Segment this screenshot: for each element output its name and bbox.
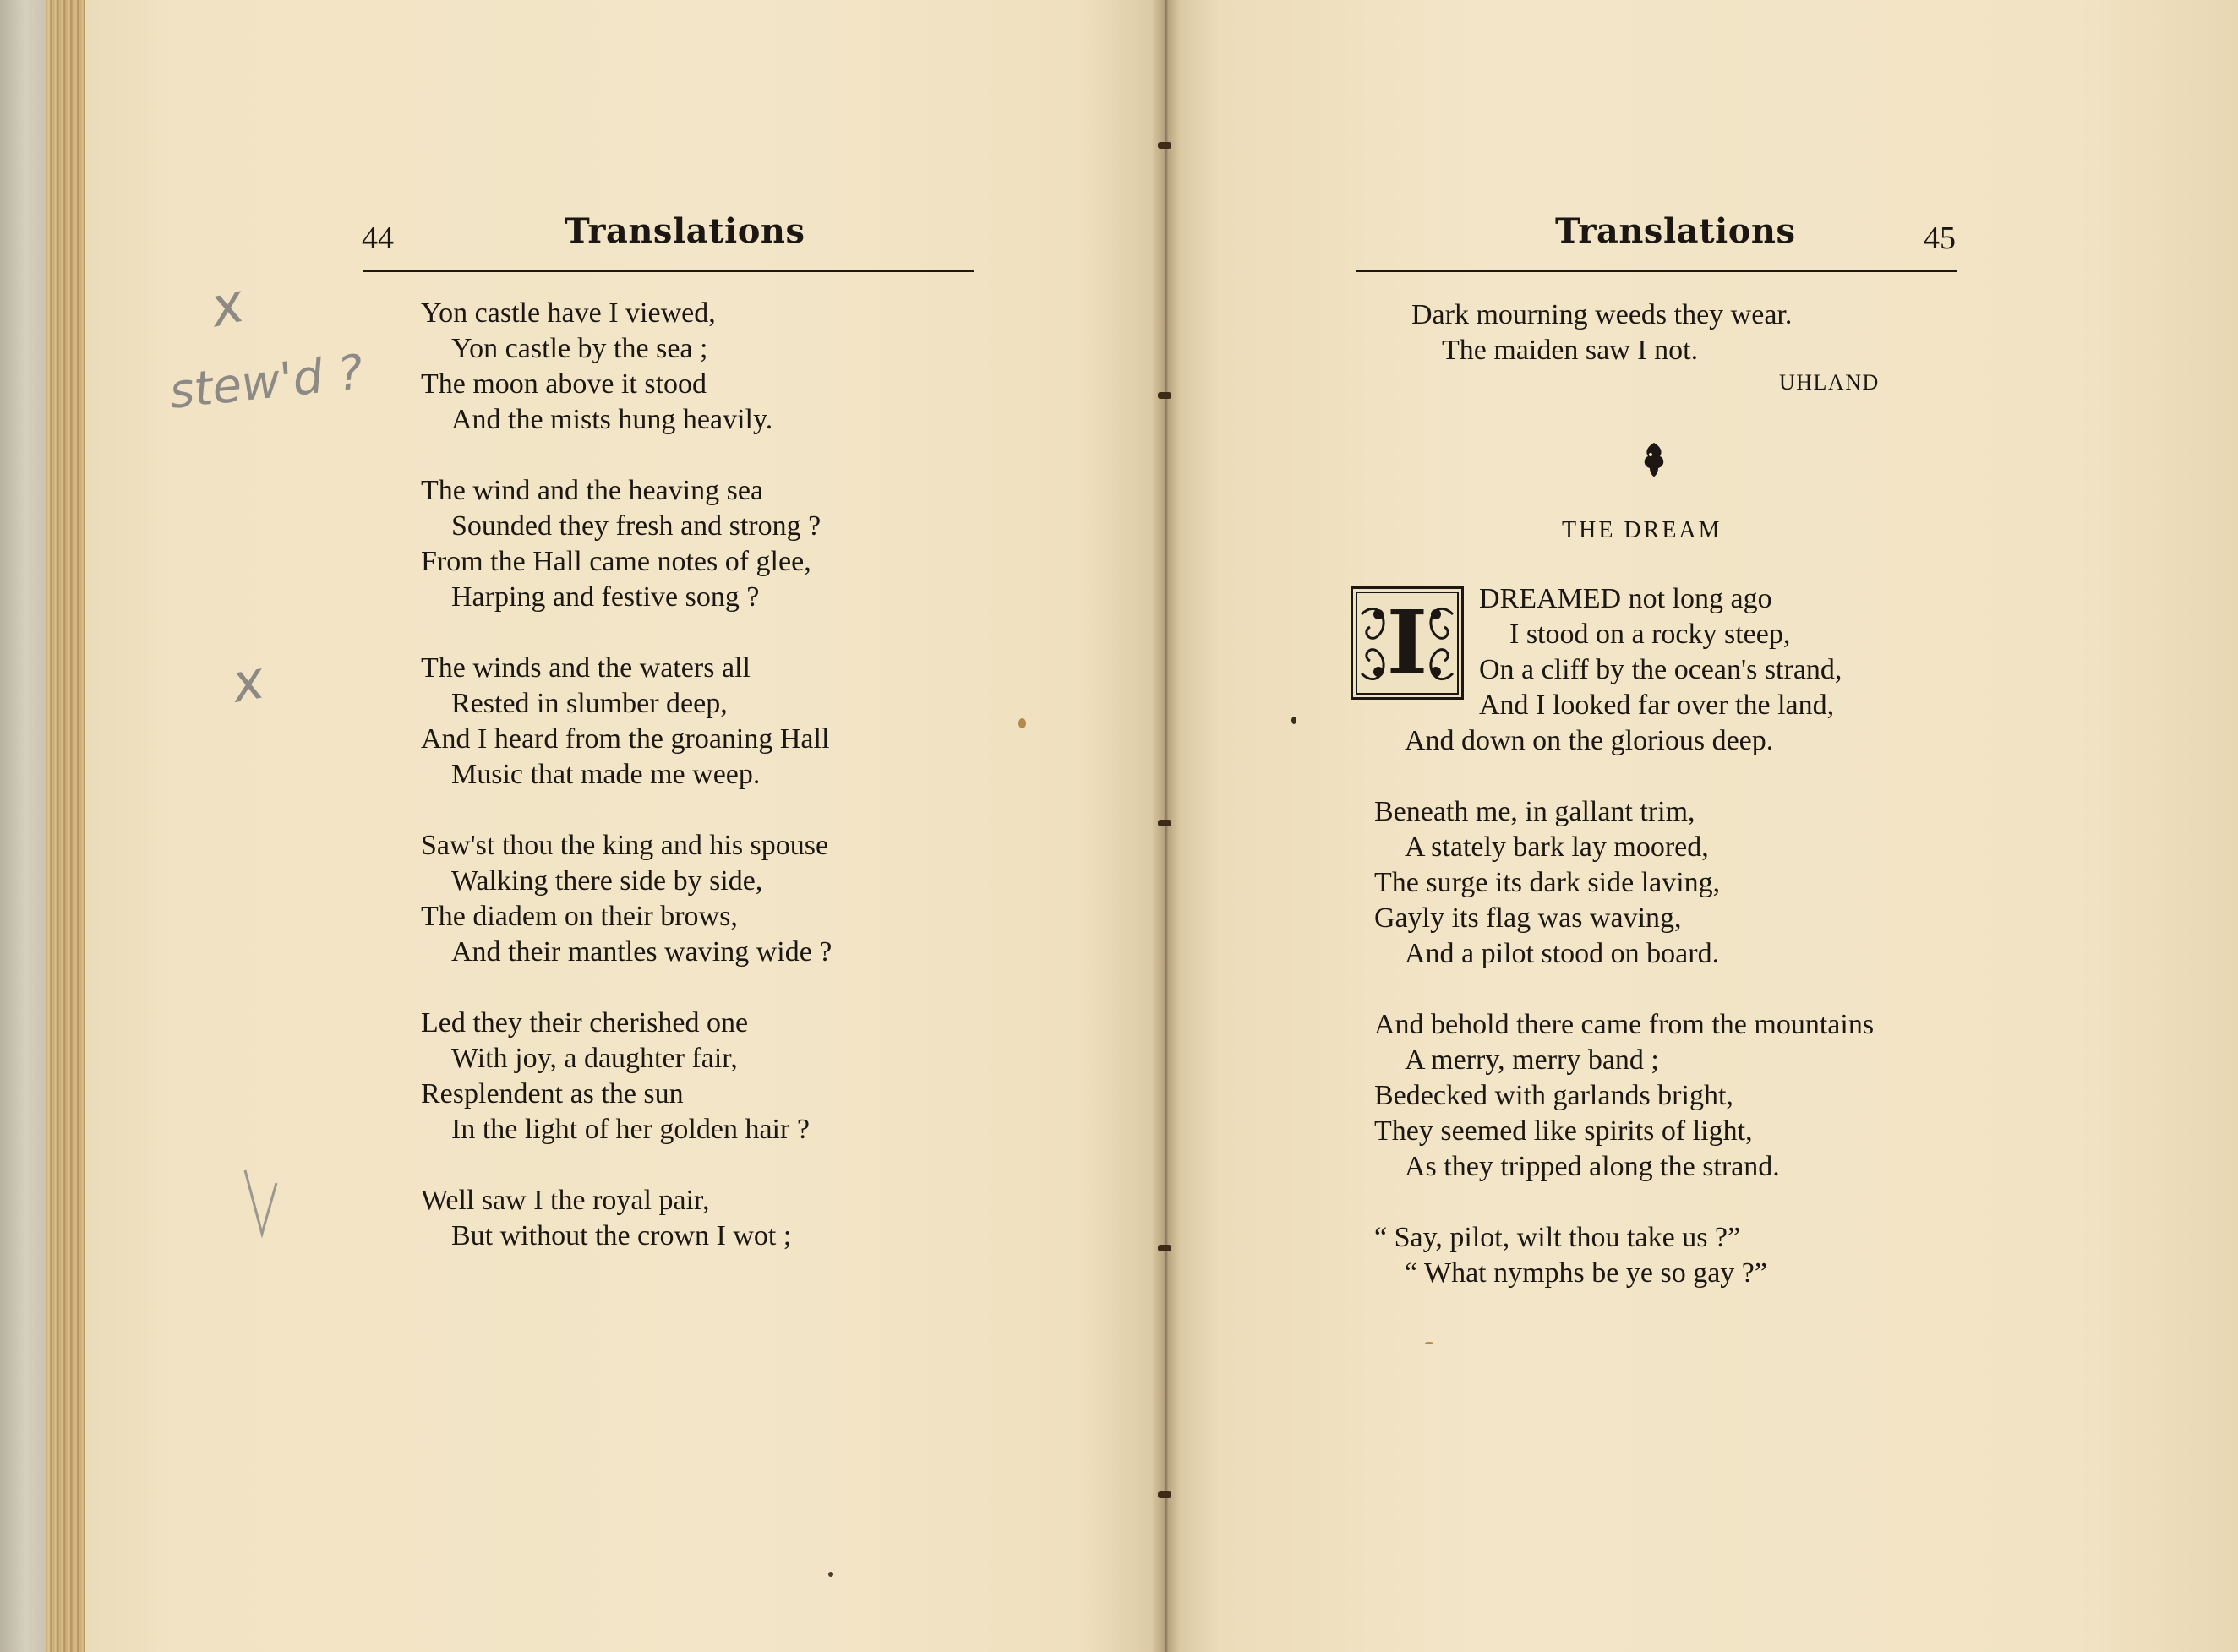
poem-line: “ What nymphs be ye so gay ?” [1405,1257,1767,1289]
poem-line: Well saw I the royal pair, [421,1185,710,1216]
poem-line: Yon castle by the sea ; [451,333,708,364]
pencil-mark-x: x [227,648,269,715]
poem-line: And the mists hung heavily. [451,404,773,435]
poem-line: Bedecked with garlands bright, [1374,1080,1733,1111]
dropcap-letter: I [1386,591,1428,695]
poem-line: And behold there came from the mountains [1374,1009,1875,1040]
poem-line: And I heard from the groaning Hall [421,723,830,755]
poem-line: The wind and the heaving sea [421,475,764,506]
poem-line: The winds and the waters all [421,652,751,684]
paper-speck [1018,718,1026,728]
poem-title: THE DREAM [1562,517,1722,543]
dropcap-lines [1479,581,1842,723]
stanza-break [1374,972,1874,1007]
poem-line: And I looked far over the land, [1479,690,1835,721]
paper-speck [1425,1342,1433,1344]
poem-line: And down on the glorious deep. [1405,725,1774,756]
pencil-margin-note: stew'd ? [166,345,366,420]
poem-line: The diadem on their brows, [421,901,738,932]
poem-line: A stately bark lay moored, [1405,831,1709,863]
left-page [85,0,1166,1652]
poem-line: As they tripped along the strand. [1405,1151,1780,1182]
poem-attribution: UHLAND [1779,370,1880,395]
poem-line: Beneath me, in gallant trim, [1374,796,1695,827]
poem-line: Yon castle have I viewed, [421,297,716,329]
decorated-initial [1351,586,1464,700]
poem-line: Sounded they fresh and strong ? [451,510,822,542]
poem-line: From the Hall came notes of glee, [421,546,811,577]
fleuron-ornament-icon [1640,439,1668,478]
stanza-break [421,1148,832,1183]
stanza-break [421,438,832,473]
poem-line: In the light of her golden hair ? [451,1114,810,1145]
right-header-rule [1356,270,1957,272]
stanza-break [421,793,832,828]
poem-line: But without the crown I wot ; [451,1220,792,1251]
left-poem-text [421,296,832,1254]
stanza-break [1374,759,1874,794]
poem-line: They seemed like spirits of light, [1374,1115,1753,1147]
paper-speck [828,1572,833,1577]
pencil-mark-v-icon [241,1166,283,1242]
left-header-rule [363,270,974,272]
poem-line: The maiden saw I not. [1442,335,1699,366]
poem-line: Dark mourning weeds they wear. [1411,299,1793,330]
poem-line: Led they their cherished one [421,1007,749,1039]
paper-speck [1291,717,1296,724]
right-page [1166,0,2238,1652]
poem-line: “ Say, pilot, wilt thou take us ?” [1374,1222,1741,1253]
poem-line: Rested in slumber deep, [451,688,728,719]
poem-line: And their mantles waving wide ? [451,936,832,968]
stanza-break [421,615,832,651]
book-cover-edge [0,0,52,1652]
stanza-break [421,970,832,1006]
poem-line: Music that made me weep. [451,759,761,790]
left-page-number: 44 [362,221,394,256]
poem-line: A merry, merry band ; [1405,1044,1659,1076]
binding-stitch [1158,1245,1171,1251]
binding-stitch [1158,392,1171,399]
pencil-mark-x: x [205,271,250,341]
poem-line: And a pilot stood on board. [1405,938,1720,969]
poem-line: DREAMED not long ago [1479,583,1772,614]
poem-line: Harping and festive song ? [451,581,760,613]
poem-line: The surge its dark side laving, [1374,867,1721,898]
poem-line: With joy, a daughter fair, [451,1043,738,1074]
right-running-head: Translations [1555,211,1796,251]
binding-stitch [1158,820,1171,826]
right-poem-end [1411,297,1792,368]
binding-stitch [1158,1491,1171,1498]
poem-line: I stood on a rocky steep, [1509,619,1791,650]
poem-line: Saw'st thou the king and his spouse [421,830,829,861]
poem-line: Resplendent as the sun [421,1078,684,1110]
poem-line: The moon above it stood [421,368,707,400]
the-dream-poem-text [1374,723,1874,1291]
binding-stitch [1158,142,1171,149]
poem-line: On a cliff by the ocean's strand, [1479,654,1842,685]
left-running-head: Translations [565,211,805,251]
poem-line: Walking there side by side, [451,865,763,897]
stanza-break [1374,1185,1874,1220]
poem-line: Gayly its flag was waving, [1374,902,1682,934]
right-page-number: 45 [1924,221,1956,256]
